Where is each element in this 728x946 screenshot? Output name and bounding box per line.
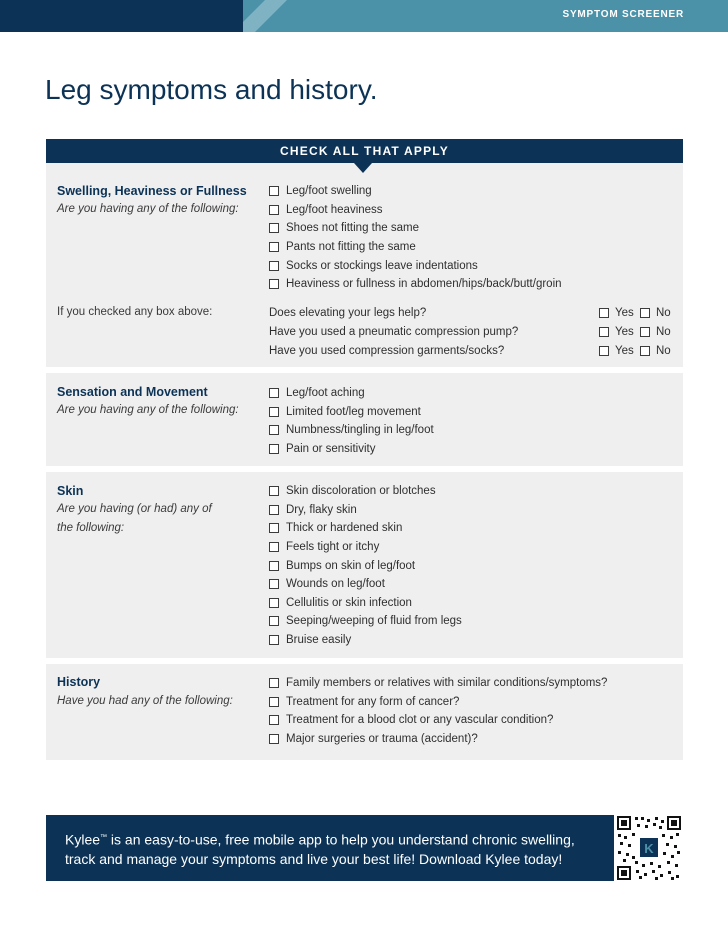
checkbox-option[interactable]: Pants not fitting the same [269,238,562,257]
page-title: Leg symptoms and history. [45,74,378,105]
section-sensation [46,373,683,466]
section-subtitle: Are you having any of the following: [57,404,239,416]
checkbox-option[interactable]: Leg/foot heaviness [269,201,562,220]
checkbox[interactable] [269,242,279,252]
no-checkbox[interactable] [640,308,650,318]
banner-text: is an easy-to-use, free mobile app to help you understand chronic swelling, track and manage your symptoms and live your best life! Download Kylee today! [65,831,575,867]
checkbox-option[interactable]: Wounds on leg/foot [269,575,462,594]
checkbox[interactable] [269,425,279,435]
checkbox-option[interactable]: Treatment for any form of cancer? [269,693,607,712]
yes-checkbox[interactable] [599,308,609,318]
checkbox[interactable] [269,223,279,233]
header-bar [0,0,728,32]
yes-checkbox[interactable] [599,327,609,337]
no-checkbox[interactable] [640,327,650,337]
header-label: SYMPTOM SCREENER [562,9,684,20]
checkbox-option[interactable]: Shoes not fitting the same [269,219,562,238]
brand-name: Kylee [65,831,101,848]
section-title: Swelling, Heaviness or Fullness [57,184,247,198]
checkbox-option[interactable]: Leg/foot swelling [269,182,562,201]
checkbox-option[interactable]: Major surgeries or trauma (accident)? [269,730,607,749]
checkbox-option[interactable]: Bumps on skin of leg/foot [269,556,462,575]
checkbox[interactable] [269,523,279,533]
section-history [46,664,683,760]
kylee-app-banner [46,815,614,881]
svg-text:K: K [644,841,654,856]
checkbox[interactable] [269,444,279,454]
checkbox[interactable] [269,261,279,271]
banner-arrow [354,163,372,173]
checkbox-list [269,482,462,649]
section-title: Skin [57,484,84,498]
checkbox-option[interactable]: Pain or sensitivity [269,440,434,459]
checkbox[interactable] [269,678,279,688]
checkbox-option[interactable]: Dry, flaky skin [269,501,462,520]
followup-questions [269,303,674,360]
yes-no-question: Does elevating your legs help? Yes No [269,306,671,319]
trademark-symbol: ™ [100,834,108,841]
checkbox[interactable] [269,486,279,496]
header-dark-block [0,0,243,32]
checkbox-option[interactable]: Cellulitis or skin infection [269,594,462,613]
checkbox[interactable] [269,598,279,608]
checkbox[interactable] [269,734,279,744]
checkbox-option[interactable]: Bruise easily [269,631,462,650]
checkbox[interactable] [269,205,279,215]
checkbox[interactable] [269,616,279,626]
checkbox-option[interactable]: Feels tight or itchy [269,538,462,557]
checkbox-option[interactable]: Leg/foot aching [269,384,434,403]
checkbox[interactable] [269,697,279,707]
checkbox-option[interactable]: Thick or hardened skin [269,519,462,538]
checkbox[interactable] [269,407,279,417]
checkbox-option[interactable]: Socks or stockings leave indentations [269,256,562,275]
no-checkbox[interactable] [640,346,650,356]
followup-label: If you checked any box above: [57,306,213,318]
checkbox-list [269,674,607,748]
qr-code-graphic [615,815,683,881]
header-accent-stripe [243,0,303,32]
checkbox[interactable] [269,505,279,515]
section-subtitle: Have you had any of the following: [57,695,233,707]
checkbox-option[interactable]: Limited foot/leg movement [269,403,434,422]
checkbox-option[interactable]: Treatment for a blood clot or any vascular condition? [269,711,607,730]
section-title: Sensation and Movement [57,385,208,399]
checkbox[interactable] [269,561,279,571]
checkbox-option[interactable]: Seeping/weeping of fluid from legs [269,612,462,631]
yes-no-question: Have you used a pneumatic compression pump? Yes No [269,325,671,338]
checkbox[interactable] [269,186,279,196]
section-subtitle: Are you having (or had) any of the following: [57,503,212,534]
section-swelling [46,163,683,367]
qr-code[interactable] [615,815,683,881]
yes-checkbox[interactable] [599,346,609,356]
checkbox[interactable] [269,579,279,589]
checkbox[interactable] [269,715,279,725]
section-subtitle: Are you having any of the following: [57,203,239,215]
checkbox-option[interactable]: Numbness/tingling in leg/foot [269,421,434,440]
checkbox[interactable] [269,635,279,645]
section-title: History [57,675,101,689]
checkbox[interactable] [269,542,279,552]
checkbox-option[interactable]: Heaviness or fullness in abdomen/hips/back/butt/groin [269,275,562,294]
checkbox-option[interactable]: Family members or relatives with similar conditions/symptoms? [269,674,607,693]
checkbox[interactable] [269,388,279,398]
checkbox-option[interactable]: Skin discoloration or blotches [269,482,462,501]
checkbox-list [269,384,434,458]
checkbox[interactable] [269,279,279,289]
section-skin [46,472,683,658]
checkbox-list [269,182,562,294]
check-all-banner: CHECK ALL THAT APPLY [46,139,683,163]
yes-no-question: Have you used compression garments/socks? Yes No [269,344,671,357]
